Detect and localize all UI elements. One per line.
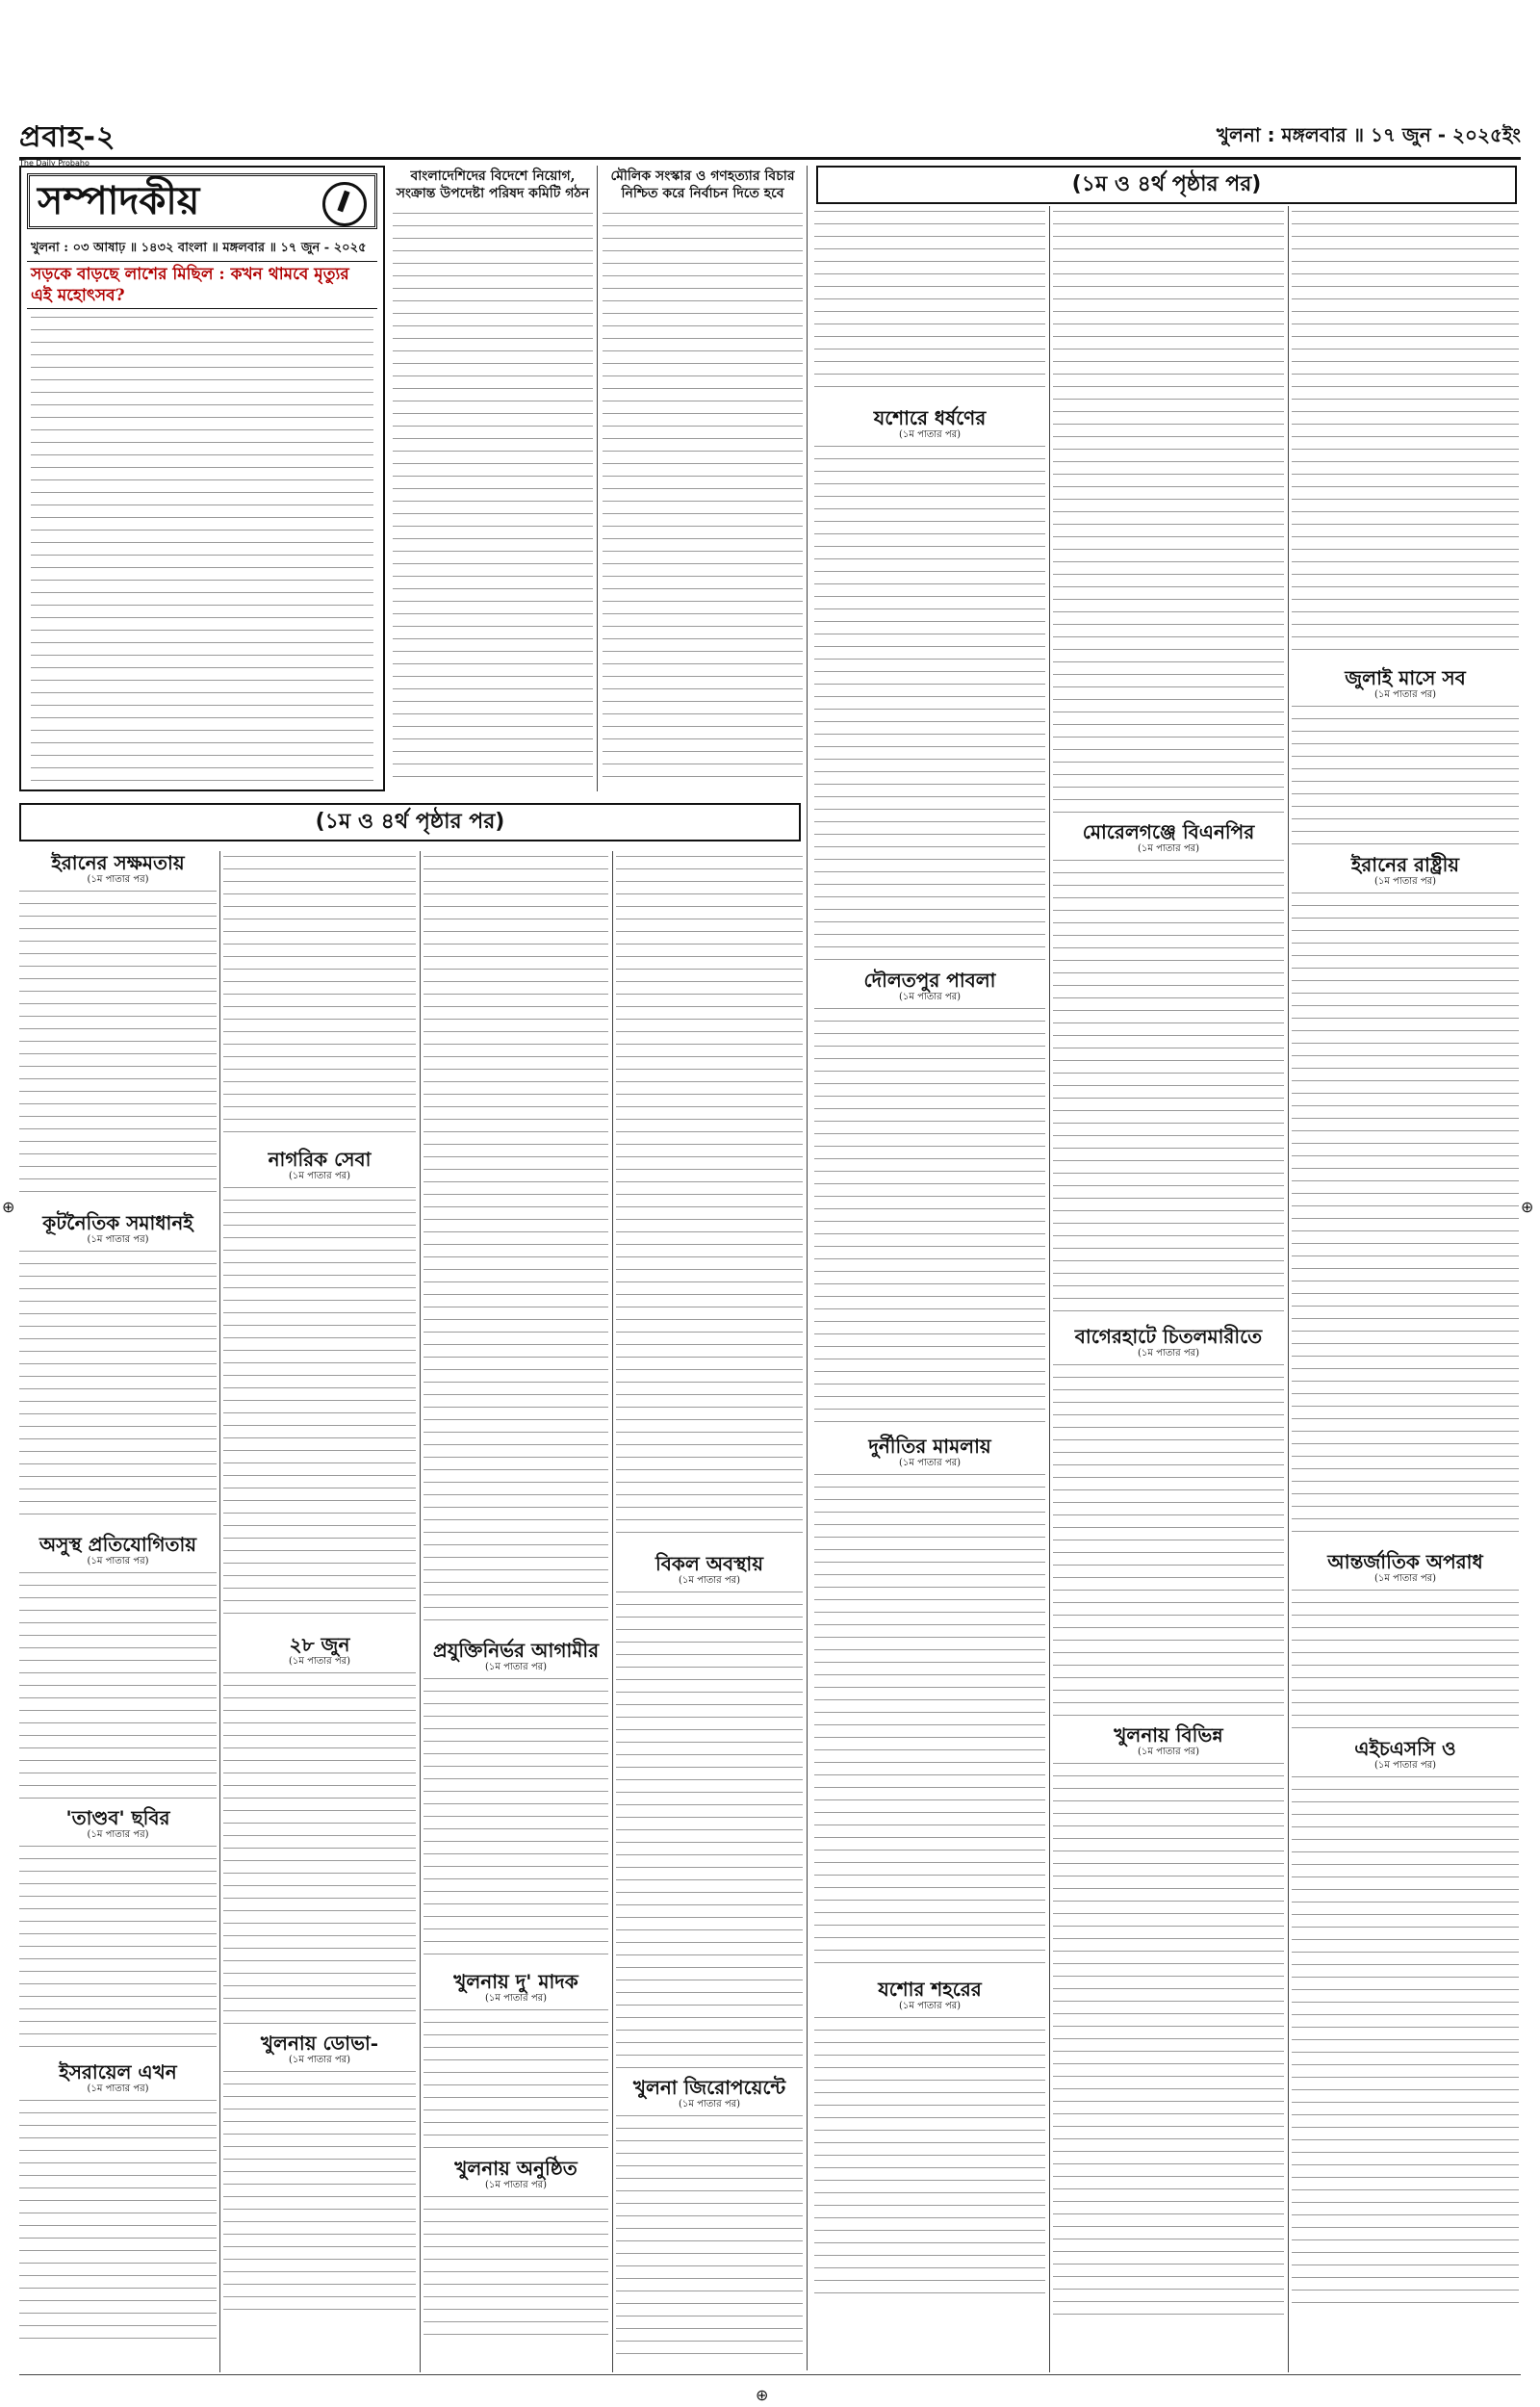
article-body (814, 1003, 1045, 1427)
article-body (424, 1673, 608, 1962)
continued-label: (১ম পাতার পর) (87, 1234, 149, 1245)
column-rule (420, 851, 421, 2372)
editorial-dateline: খুলনা : ০৩ আষাঢ় ॥ ১৪৩২ বাংলা ॥ মঙ্গলবার ॥ ১৭ জুন - ২০২৫ (27, 237, 377, 262)
continued-label: (১ম পাতার পর) (87, 874, 149, 885)
section-heading-khulna-dova: খুলনায় ডোভা- (260, 2032, 379, 2055)
section-heading-khulna-various: খুলনায় বিভিন্ন (1114, 1723, 1223, 1747)
article-body (19, 1841, 217, 2053)
article-body (424, 851, 608, 1631)
column-rule (612, 851, 613, 2372)
editorial-body (31, 312, 373, 784)
column-rule (219, 851, 220, 2372)
continued-label: (১ম পাতার পর) (1137, 1747, 1200, 1757)
continued-label: (১ম পাতার পর) (898, 992, 962, 1002)
column-rule (1288, 206, 1289, 2372)
section-heading-july-month: জুলাই মাসে সব (1345, 666, 1466, 689)
bottom-rule (19, 2374, 1521, 2375)
masthead-dateline: খুলনা : মঙ্গলবার ॥ ১৭ জুন - ২০২৫ইং (1216, 123, 1521, 146)
continued-banner-top: (১ম ও ৪র্থ পৃষ্ঠার পর) (816, 166, 1517, 204)
article-body (616, 851, 803, 1544)
article-body (814, 441, 1045, 961)
continued-label: (১ম পাতার পর) (484, 2180, 548, 2190)
column-5 (814, 206, 1045, 2372)
article-body (616, 2110, 803, 2361)
continued-label: (১ম পাতার পর) (1373, 1760, 1437, 1771)
article-headline-bangladeshi-recruitment: বাংলাদেশিদের বিদেশে নিয়োগ, সংক্রান্ত উপদেষ্টা পরিষদ কমিটি গঠন (396, 168, 590, 201)
article-body (1292, 1585, 1519, 1729)
section-heading-khulna-drugs: খুলনায় দু' মাদক (453, 1970, 578, 1993)
article-body-reform-justice (603, 208, 803, 786)
continued-label: (১ম পাতার পর) (87, 1556, 149, 1566)
article-headline-reform-justice: মৌলিক সংস্কার ও গণহত্যার বিচার নিশ্চিত করে নির্বাচন দিতে হবে (610, 168, 795, 201)
logo-tagline: The Daily Probaho (19, 159, 90, 168)
continued-label: (১ম পাতার পর) (288, 1656, 351, 1667)
section-heading-unhealthy-competition: অসুস্থ প্রতিযোগিতায় (38, 1533, 197, 1556)
section-heading-tech-future: প্রযুক্তিনির্ভর আগামীর (432, 1639, 600, 1662)
continued-banner-mid: (১ম ও ৪র্থ পৃষ্ঠার পর) (19, 803, 801, 841)
article-body (1053, 855, 1284, 1317)
continued-label: (১ম পাতার পর) (1373, 689, 1437, 700)
continued-label: (১ম পাতার পর) (898, 2001, 962, 2011)
section-heading-jessore-rape: যশোরে ধর্ষণের (873, 406, 987, 429)
article-body (1292, 701, 1519, 845)
article-body (19, 886, 217, 1204)
continued-label: (১ম পাতার পর) (288, 2055, 351, 2065)
article-body (616, 1587, 803, 2068)
column-6 (1053, 206, 1284, 2372)
article-body-bangladeshi-recruitment (393, 208, 593, 786)
article-body (1053, 206, 1284, 813)
continued-label: (১ম পাতার পর) (1373, 1573, 1437, 1584)
editorial-title (27, 173, 377, 229)
continued-label: (১ম পাতার পর) (1137, 843, 1200, 854)
section-heading-khulna-held: খুলনায় অনুষ্ঠিত (454, 2157, 578, 2180)
article-body (814, 206, 1045, 399)
section-heading-june-28: ২৮ জুন (289, 1633, 350, 1656)
continued-label: (১ম পাতার পর) (484, 1662, 548, 1672)
section-heading-jessore-city: যশোর শহরের (878, 1978, 982, 2001)
continued-label: (১ম পাতার পর) (87, 2083, 149, 2094)
article-body (814, 1469, 1045, 1970)
article-body (1053, 1359, 1284, 1716)
column-rule (597, 166, 598, 791)
continued-label: (১ম পাতার পর) (288, 1171, 351, 1181)
continued-label: (১ম পাতার পর) (678, 2099, 741, 2109)
section-heading-broken-state: বিকল অবস্থায় (655, 1552, 763, 1575)
column-1 (19, 851, 217, 2372)
column-2 (223, 851, 416, 2372)
registration-mark-bottom: ⊕ (756, 2386, 769, 2404)
article-body (424, 2191, 608, 2336)
logo-text: প্রবাহ-২ (19, 120, 116, 154)
column-7 (1292, 206, 1519, 2372)
column-3 (424, 851, 608, 2372)
continued-label: (১ম পাতার পর) (898, 1458, 962, 1468)
continued-label: (১ম পাতার পর) (1373, 876, 1437, 887)
registration-mark-left: ⊕ (2, 1198, 15, 1216)
continued-label: (১ম পাতার পর) (87, 1829, 149, 1840)
editorial-headline: সড়কে বাড়ছে লাশের মিছিল : কখন থামবে মৃত্যুর এই মহোৎসব? (27, 262, 377, 309)
article-body (19, 1246, 217, 1525)
article-body (223, 1668, 416, 2024)
section-heading-iran-capability: ইরানের সক্ষমতায় (51, 851, 185, 874)
article-body (814, 2012, 1045, 2301)
section-heading-israel-now: ইসরায়েল এখন (59, 2060, 177, 2083)
section-heading-international-crime: আন্তর্জাতিক অপরাধ (1327, 1550, 1483, 1573)
editorial-box (19, 166, 385, 791)
section-heading-corruption-case: দুর্নীতির মামলায় (868, 1435, 991, 1458)
section-heading-iran-state: ইরানের রাষ্ট্রীয় (1350, 853, 1460, 876)
registration-mark-right: ⊕ (1521, 1198, 1534, 1216)
article-body (19, 2095, 217, 2345)
article-body (1292, 206, 1519, 659)
article-body (1053, 1758, 1284, 2316)
article-body (223, 1182, 416, 1625)
column-rule (1049, 206, 1050, 2372)
section-heading-civic-service: নাগরিক সেবা (268, 1148, 372, 1171)
article-body (1292, 888, 1519, 1542)
continued-label: (১ম পাতার পর) (678, 1575, 741, 1586)
section-heading-diplomatic-solution: কূটনৈতিক সমাধানই (42, 1211, 193, 1234)
article-body (1292, 1772, 1519, 2311)
continued-label: (১ম পাতার পর) (484, 1993, 548, 2004)
masthead (19, 114, 1521, 168)
section-heading-tandob-film: 'তাণ্ডব' ছবির (65, 1806, 170, 1829)
column-4 (616, 851, 803, 2372)
section-heading-daulatpur-pabla: দৌলতপুর পাবলা (863, 969, 996, 992)
continued-label: (১ম পাতার পর) (898, 429, 962, 440)
masthead-logo (19, 114, 116, 168)
section-heading-hsc: এইচএসসি ও (1354, 1737, 1456, 1760)
article-body (424, 2005, 608, 2149)
editorial-title-text: সম্পাদকীয় (38, 178, 200, 223)
column-rule (807, 166, 808, 2370)
article-body (223, 2066, 416, 2316)
section-heading-khulna-zeropoint: খুলনা জিরোপয়েন্টে (632, 2076, 786, 2099)
article-body (19, 1567, 217, 1799)
section-heading-morelganj-bnp: মোরেলগঞ্জে বিএনপির (1082, 820, 1255, 843)
pen-icon (322, 182, 367, 226)
continued-label: (১ম পাতার পর) (1137, 1348, 1200, 1359)
section-heading-bagerhat-chitalmari: বাগেরহাটে চিতলমারীতে (1074, 1325, 1263, 1348)
article-body (223, 851, 416, 1140)
